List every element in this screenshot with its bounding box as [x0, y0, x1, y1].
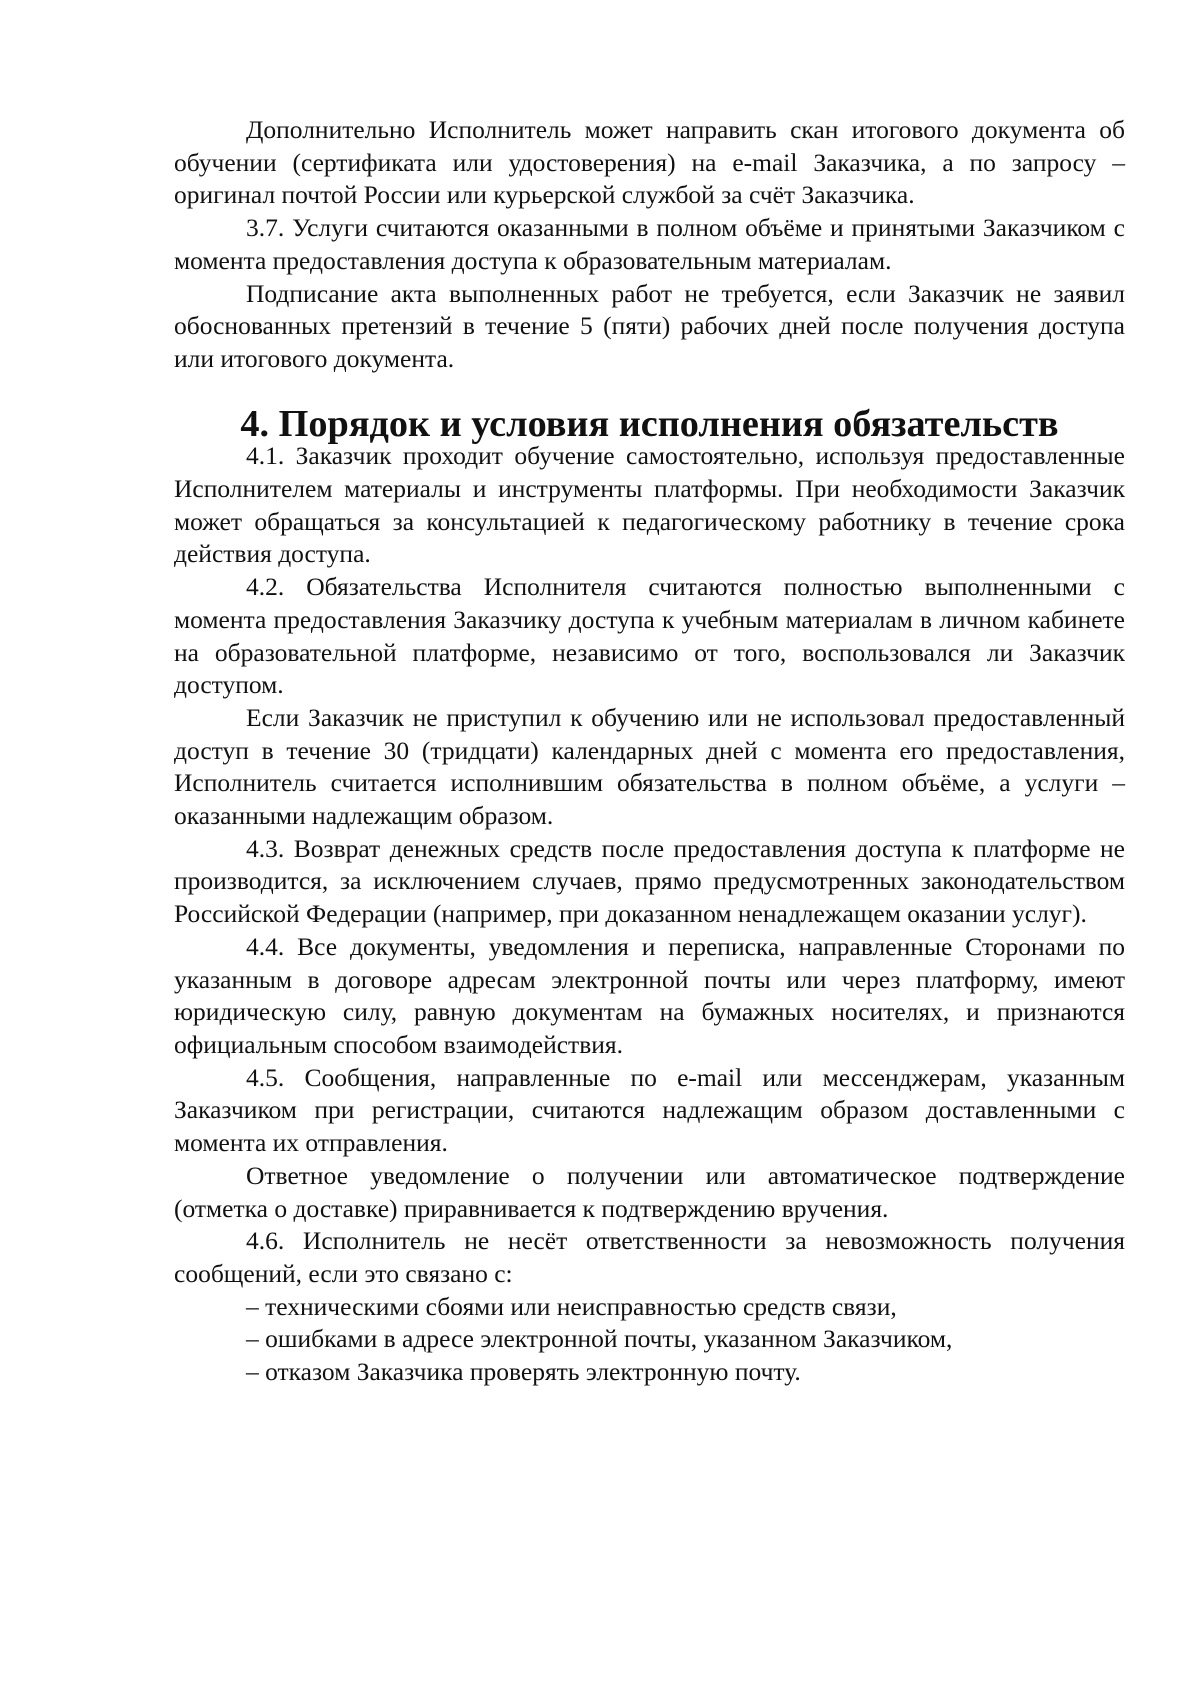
paragraph-4-2: 4.2. Обязательства Исполнителя считаются полностью выполненными с момента предоставления Заказчику доступа к учебным материалам в личном кабинете на образовательной платформе, независимо от того, воспользовался ли Заказчик доступом. — [174, 572, 1125, 700]
paragraph-act-signing: Подписание акта выполненных работ не требуется, если Заказчик не заявил обоснованных претензий в течение 5 (пяти) рабочих дней после получения доступа или итогового документа. — [174, 278, 1125, 373]
liability-exclusions-list — [174, 1291, 1125, 1389]
section-4-title: 4. Порядок и условия исполнения обязательств — [240, 402, 1059, 445]
document-page — [174, 114, 1125, 1389]
list-item: – ошибками в адресе электронной почты, указанном Заказчиком, — [246, 1324, 953, 1354]
list-item: – техническими сбоями или неисправностью средств связи, — [246, 1291, 897, 1321]
paragraph-4-1: 4.1. Заказчик проходит обучение самостоятельно, используя предоставленные Исполнителем материалы и инструменты платформы. При необходимости Заказчик может обращаться за консультацией к педагогическому работнику в течение срока действия доступа. — [174, 441, 1125, 569]
paragraph-4-6: 4.6. Исполнитель не несёт ответственности за невозможность получения сообщений, если это связано с: — [174, 1226, 1125, 1288]
paragraph-scan-delivery: Дополнительно Исполнитель может направить скан итогового документа об обучении (сертификата или удостоверения) на e-mail Заказчика, а по запросу – оригинал почтой России или курьерской службой за счёт Заказчика. — [174, 115, 1125, 210]
paragraph-3-7: 3.7. Услуги считаются оказанными в полном объёме и принятыми Заказчиком с момента предоставления доступа к образовательным материалам. — [174, 213, 1125, 275]
paragraph-4-4: 4.4. Все документы, уведомления и переписка, направленные Сторонами по указанным в договоре адресам электронной почты или через платформу, имеют юридическую силу, равную документам на бумажных носителях, и признаются официальным способом взаимодействия. — [174, 931, 1125, 1059]
paragraph-4-5-confirmation: Ответное уведомление о получении или автоматическое подтверждение (отметка о доставке) приравнивается к подтверждению вручения. — [174, 1160, 1125, 1223]
paragraph-4-5: 4.5. Сообщения, направленные по e-mail или мессенджерам, указанным Заказчиком при регистрации, считаются надлежащим образом доставленными с момента их отправления. — [174, 1062, 1125, 1158]
paragraph-4-2-unused-access: Если Заказчик не приступил к обучению или не использовал предоставленный доступ в течение 30 (тридцати) календарных дней с момента его предоставления, Исполнитель считается исполнившим обязательства в полном объёме, а услуги – оказанными надлежащим образом. — [174, 702, 1125, 831]
list-item: – отказом Заказчика проверять электронную почту. — [246, 1357, 801, 1387]
paragraph-4-3: 4.3. Возврат денежных средств после предоставления доступа к платформе не производится, за исключением случаев, прямо предусмотренных законодательством Российской Федерации (например, при доказанном ненадлежащем оказании услуг). — [174, 833, 1125, 929]
